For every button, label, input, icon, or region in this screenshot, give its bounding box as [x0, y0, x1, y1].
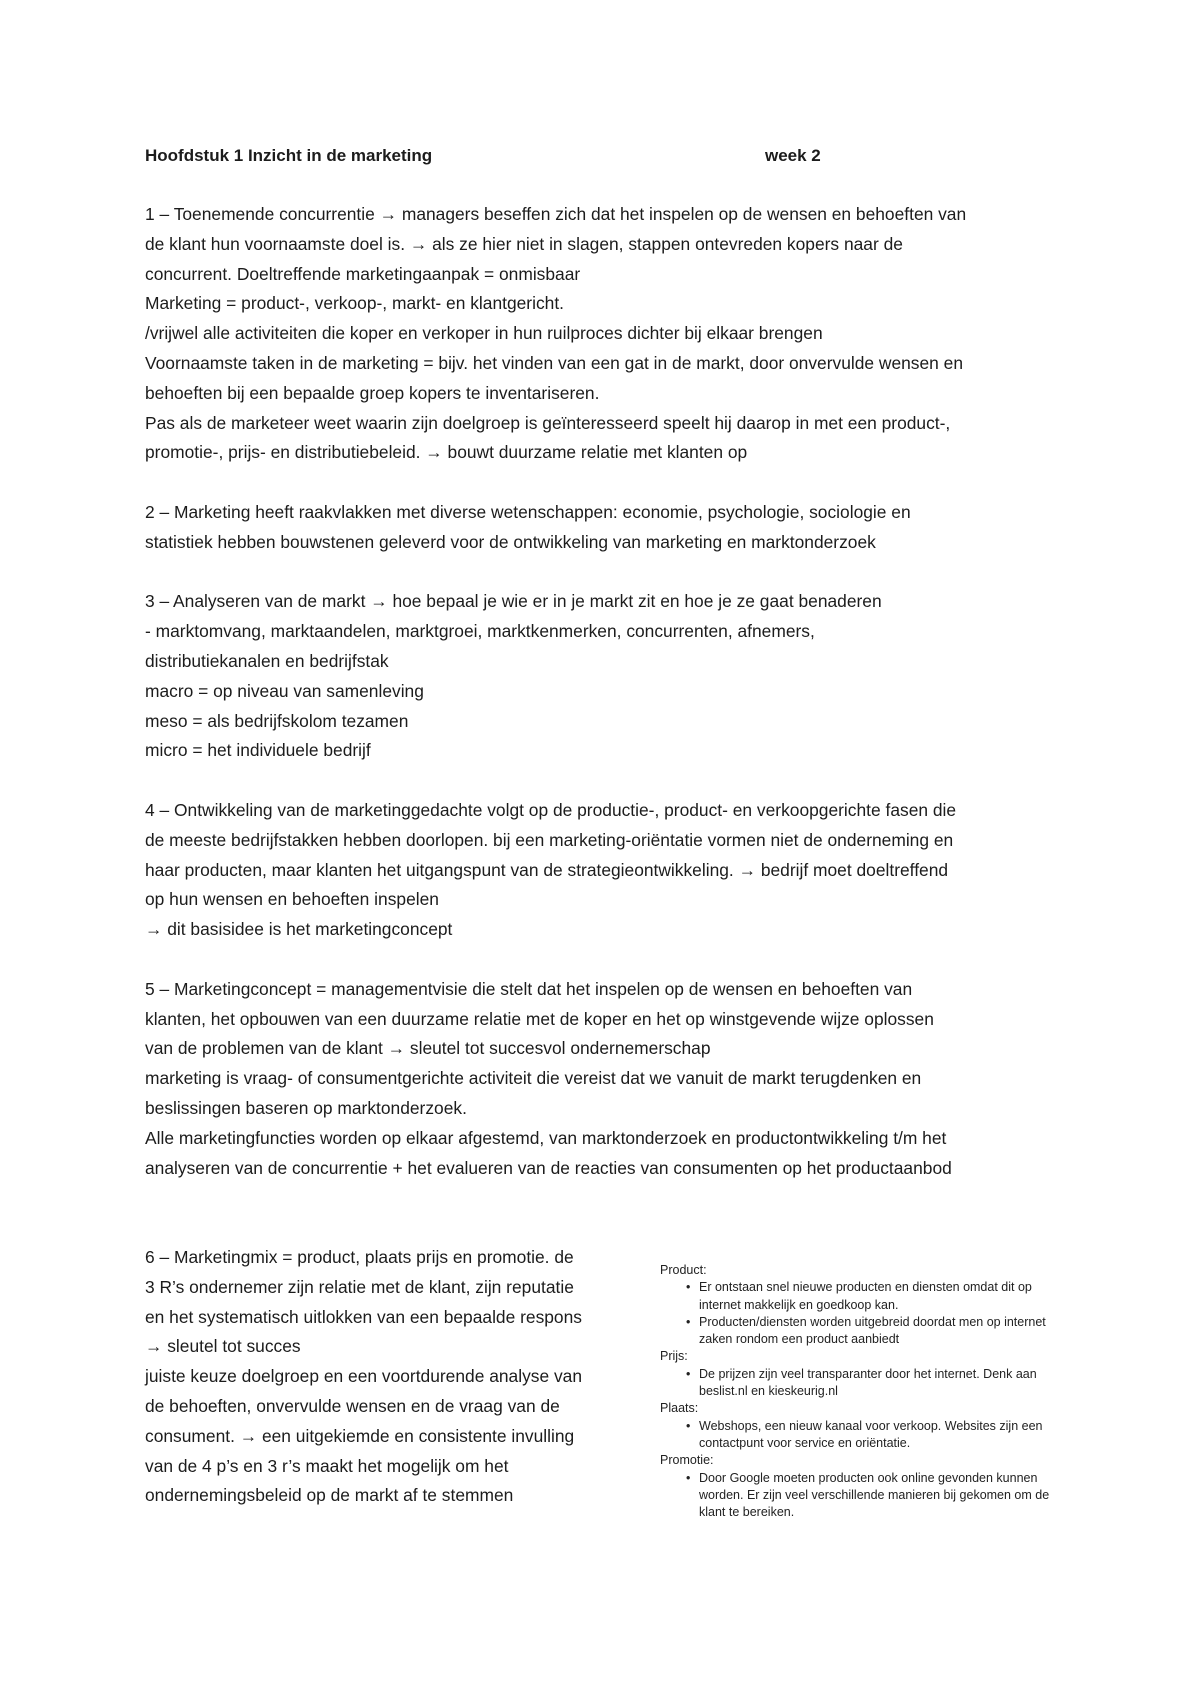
inset-text-line: internet makkelijk en goedkoop kan. [699, 1297, 899, 1312]
text-line: 1 – Toenemende concurrentie → managers beseffen zich dat het inspelen op de wensen en behoeften van [145, 204, 967, 224]
inset-bullet-list [660, 1418, 1140, 1453]
inset-bullet-item [686, 1279, 1140, 1314]
text-line: van de problemen van de klant → sleutel tot succesvol ondernemerschap [145, 1038, 711, 1059]
text-line: marketing is vraag- of consumentgerichte activiteit die vereist dat we vanuit de markt terugdenken en [145, 1068, 922, 1089]
inset-text-line: contactpunt voor service en oriëntatie. [699, 1435, 911, 1450]
text-line: van de 4 p’s en 3 r’s maakt het mogelijk om het [145, 1455, 509, 1476]
marketingmix-paragraph [145, 1243, 635, 1511]
inset-text-line: worden. Er zijn veel verschillende manieren bij gekomen om de [699, 1487, 1050, 1502]
inset-bullet-item [686, 1418, 1140, 1453]
text-line: ondernemingsbeleid op de markt af te stemmen [145, 1485, 514, 1506]
text-line: → sleutel tot succes [145, 1336, 301, 1357]
week-label: week 2 [765, 146, 821, 165]
text-line: juiste keuze doelgroep en een voortdurende analyse van [145, 1366, 583, 1387]
text-line: concurrent. Doeltreffende marketingaanpak = onmisbaar [145, 263, 581, 284]
text-line: de meeste bedrijfstakken hebben doorlopen. bij een marketing-oriëntatie vormen niet de onderneming en [145, 829, 954, 850]
paragraph-3 [145, 587, 1075, 766]
chapter-title: Hoofdstuk 1 Inzicht in de marketing [145, 146, 433, 165]
text-line: klanten, het opbouwen van een duurzame relatie met de koper en het op winstgevende wijze oplossen [145, 1008, 934, 1029]
document-body [145, 200, 1075, 1213]
text-line: behoeften bij een bepaalde groep kopers te inventariseren. [145, 382, 600, 403]
inset-text-line: • Webshops, een nieuw kanaal voor verkoop. Websites zijn een [699, 1418, 1043, 1433]
text-line: 5 – Marketingconcept = managementvisie die stelt dat het inspelen op de wensen en behoeften van [145, 978, 913, 999]
text-line: 3 – Analyseren van de markt → hoe bepaal je wie er in je markt zit en hoe je ze gaat benaderen [145, 591, 882, 612]
inset-category-label: Product: [660, 1263, 707, 1277]
text-line: op hun wensen en behoeften inspelen [145, 889, 439, 910]
text-line: beslissingen baseren op marktonderzoek. [145, 1097, 467, 1118]
inset-text-line: • De prijzen zijn veel transparanter door het internet. Denk aan [699, 1366, 1037, 1381]
internet-inset-box [660, 1262, 1140, 1521]
inset-text-line: • Er ontstaan snel nieuwe producten en diensten omdat dit op [699, 1280, 1032, 1295]
inset-text-line: klant te bereiken. [699, 1505, 795, 1520]
inset-text-line: zaken rondom een product aanbiedt [699, 1332, 900, 1347]
inset-category-label: Prijs: [660, 1349, 688, 1364]
text-line: → dit basisidee is het marketingconcept [145, 919, 453, 940]
text-line: Voornaamste taken in de marketing = bijv. het vinden van een gat in de markt, door onvervulde wensen en [145, 352, 964, 373]
paragraph-2 [145, 498, 1075, 558]
page-header [145, 142, 845, 170]
paragraph-1 [145, 200, 1075, 468]
inset-bullet-list [660, 1366, 1140, 1401]
text-line: promotie-, prijs- en distributiebeleid. → bouwt duurzame relatie met klanten op [145, 442, 748, 463]
text-line: de behoeften, onvervulde wensen en de vraag van de [145, 1395, 560, 1416]
text-line: /vrijwel alle activiteiten die koper en verkoper in hun ruilproces dichter bij elkaar brengen [145, 323, 823, 344]
paragraph-5 [145, 975, 1075, 1184]
text-line: 3 R’s ondernemer zijn relatie met de klant, zijn reputatie [145, 1276, 574, 1297]
text-line: distributiekanalen en bedrijfstak [145, 650, 389, 671]
inset-bullet-item [686, 1366, 1140, 1401]
text-line: macro = op niveau van samenleving [145, 680, 424, 701]
text-line: - marktomvang, marktaandelen, marktgroei, marktkenmerken, concurrenten, afnemers, [145, 621, 815, 642]
text-line: analyseren van de concurrentie + het evalueren van de reacties van consumenten op het productaanbod [145, 1157, 952, 1178]
inset-category-label: Plaats: [660, 1401, 699, 1416]
text-line: 2 – Marketing heeft raakvlakken met diverse wetenschappen: economie, psychologie, sociologie en [145, 501, 911, 522]
inset-bullet-list [660, 1279, 1140, 1348]
inset-text-line: • Door Google moeten producten ook online gevonden kunnen [699, 1470, 1038, 1485]
text-line: meso = als bedrijfskolom tezamen [145, 710, 409, 731]
text-line: en het systematisch uitlokken van een bepaalde respons [145, 1306, 582, 1327]
inset-bullet-list [660, 1470, 1140, 1522]
inset-bullet-item [686, 1470, 1140, 1522]
text-line: 4 – Ontwikkeling van de marketinggedachte volgt op de productie-, product- en verkoopgerichte fasen die [145, 799, 957, 820]
inset-bullet-item [686, 1314, 1140, 1349]
text-line: Alle marketingfuncties worden op elkaar afgestemd, van marktonderzoek en productontwikkeling t/m het [145, 1127, 947, 1148]
text-line: de klant hun voornaamste doel is. → als ze hier niet in slagen, stappen ontevreden kopers naar de [145, 233, 903, 254]
text-line: Pas als de marketeer weet waarin zijn doelgroep is geïnteresseerd speelt hij daarop in met een product-, [145, 412, 951, 433]
text-line: micro = het individuele bedrijf [145, 740, 371, 761]
text-line: 6 – Marketingmix = product, plaats prijs en promotie. de [145, 1247, 574, 1267]
text-line: statistiek hebben bouwstenen geleverd voor de ontwikkeling van marketing en marktonderzoek [145, 531, 876, 552]
inset-text-line: • Producten/diensten worden uitgebreid doordat men op internet [699, 1314, 1046, 1329]
inset-category-label: Promotie: [660, 1453, 714, 1468]
text-line: haar producten, maar klanten het uitgangspunt van de strategieontwikkeling. → bedrijf moet doeltreffend [145, 859, 949, 880]
inset-text-line: beslist.nl en kieskeurig.nl [699, 1384, 838, 1399]
paragraph-4 [145, 796, 1075, 945]
text-line: consument. → een uitgekiemde en consistente invulling [145, 1425, 575, 1446]
text-line: Marketing = product-, verkoop-, markt- en klantgericht. [145, 293, 564, 314]
